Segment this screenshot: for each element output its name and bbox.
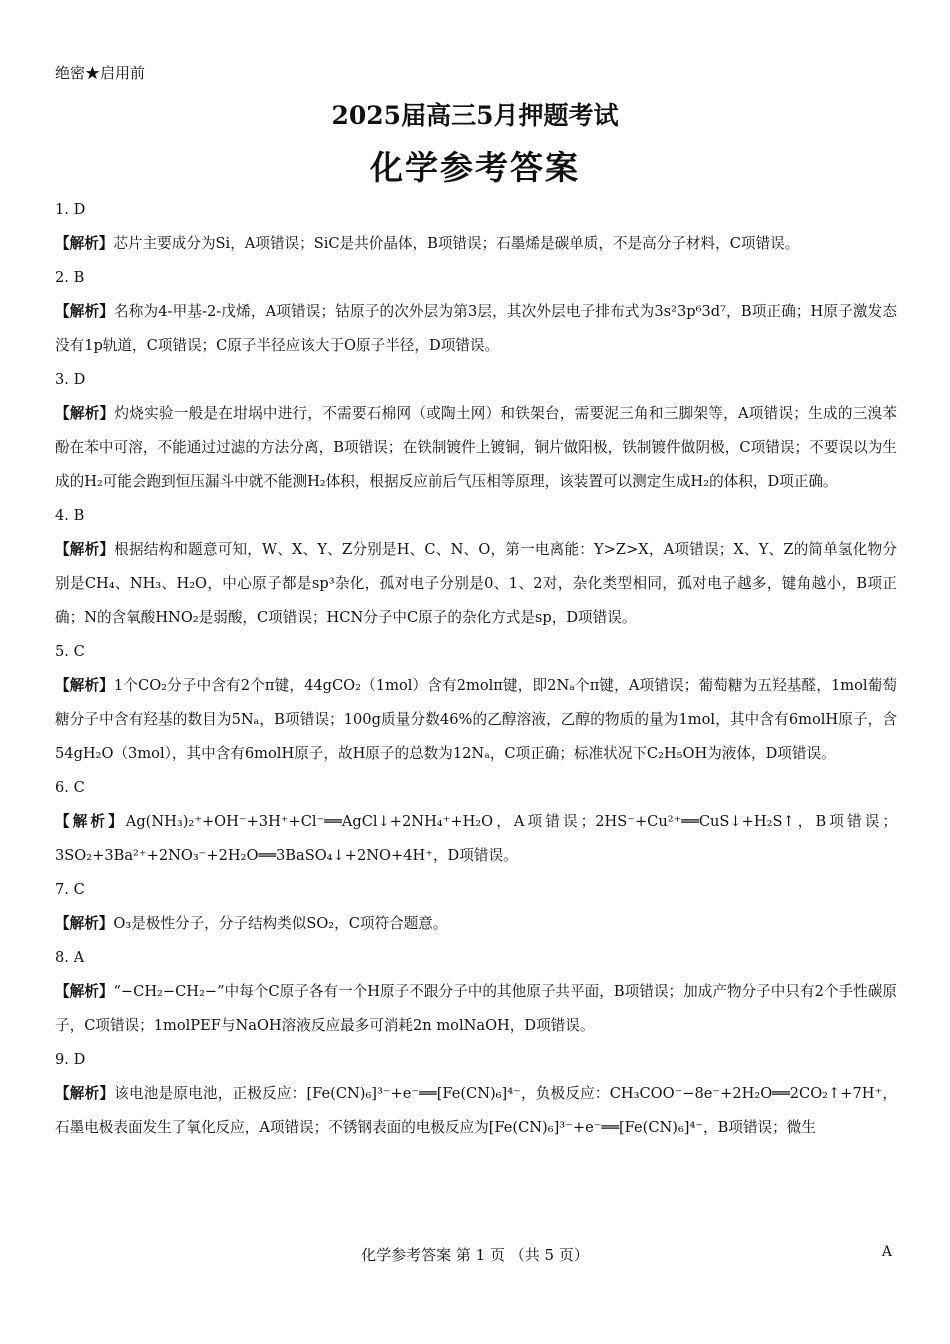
question-6	[55, 771, 897, 873]
answer-line: 9. D	[55, 1051, 86, 1068]
explanation-text: “−CH₂−CH₂−”中每个C原子各有一个H原子不跟分子中的其他原子共平面，B项错误；加成产物分子中只有2个手性碳原子，C项错误；1molPEF与NaOH溶液反应最多可消耗2n molNaOH，D项错误。	[55, 983, 897, 1034]
question-1	[55, 193, 897, 261]
analysis-label: 【解析】	[55, 1085, 115, 1102]
explanation	[55, 1077, 897, 1145]
analysis-label: 【解析】	[55, 813, 126, 830]
answer-line: 1. D	[55, 201, 86, 218]
page-title: 化学参考答案	[370, 148, 580, 187]
explanation-text: Ag(NH₃)₂⁺+OH⁻+3H⁺+Cl⁻══AgCl↓+2NH₄⁺+H₂O，A项错误；2HS⁻+Cu²⁺══CuS↓+H₂S↑，B项错误；3SO₂+3Ba²⁺+2NO₃⁻+2H₂O══3BaSO₄↓+2NO+4H⁺，D项错误。	[55, 813, 897, 864]
analysis-label: 【解析】	[55, 983, 114, 1000]
page-footer: 化学参考答案 第 1 页 （共 5 页）	[361, 1246, 589, 1264]
answer-line: 7. C	[55, 881, 85, 898]
answer-line: 6. C	[55, 779, 85, 796]
secret-label: 绝密★启用前	[55, 64, 146, 82]
answer-line: 8. A	[55, 949, 85, 966]
analysis-label: 【解析】	[55, 677, 114, 694]
question-7	[55, 873, 897, 941]
question-3	[55, 363, 897, 499]
explanation-text: 该电池是原电池，正极反应：[Fe(CN)₆]³⁻+e⁻══[Fe(CN)₆]⁴⁻，负极反应：CH₃COO⁻−8e⁻+2H₂O══2CO₂↑+7H⁺，石墨电极表面发生了氧化反应，A项错误；不锈钢表面的电极反应为[Fe(CN)₆]³⁻+e⁻══[Fe(CN)₆]⁴⁻，B项错误；微生	[55, 1085, 897, 1136]
explanation	[55, 907, 897, 941]
version-mark: A	[881, 1244, 892, 1260]
explanation-text: 根据结构和题意可知，W、X、Y、Z分别是H、C、N、O，第一电离能：Y>Z>X，A项错误；X、Y、Z的简单氢化物分别是CH₄、NH₃、H₂O，中心原子都是sp³杂化，孤对电子分别是0、1、2对，杂化类型相同，孤对电子越多，键角越小，B项正确；N的含氧酸HNO₂是弱酸，C项错误；HCN分子中C原子的杂化方式是sp，D项错误。	[55, 541, 897, 626]
question-5	[55, 635, 897, 771]
exam-title: 2025届高三5月押题考试	[331, 101, 619, 130]
explanation	[55, 295, 897, 363]
analysis-label: 【解析】	[55, 405, 115, 422]
analysis-label: 【解析】	[55, 235, 114, 252]
explanation-text: 名称为4-甲基-2-戊烯，A项错误；钴原子的次外层为第3层，其次外层电子排布式为3s²3p⁶3d⁷，B项正确；H原子激发态没有1p轨道，C项错误；C原子半径应该大于O原子半径，D项错误。	[55, 303, 897, 354]
question-4	[55, 499, 897, 635]
explanation	[55, 669, 897, 771]
explanation-text: O₃是极性分子，分子结构类似SO₂，C项符合题意。	[113, 915, 448, 932]
explanation	[55, 227, 897, 261]
explanation	[55, 533, 897, 635]
analysis-label: 【解析】	[55, 915, 114, 932]
explanation	[55, 397, 897, 499]
question-2	[55, 261, 897, 363]
explanation	[55, 975, 897, 1043]
answers-body	[55, 193, 897, 1145]
answer-line: 2. B	[55, 269, 85, 286]
answer-line: 4. B	[55, 507, 85, 524]
explanation-text: 芯片主要成分为Si，A项错误；SiC是共价晶体，B项错误；石墨烯是碳单质，不是高分子材料，C项错误。	[113, 235, 800, 252]
question-9	[55, 1043, 897, 1145]
question-8	[55, 941, 897, 1043]
explanation	[55, 805, 897, 873]
explanation-text: 灼烧实验一般是在坩埚中进行，不需要石棉网（或陶土网）和铁架台，需要泥三角和三脚架等，A项错误；生成的三溴苯酚在苯中可溶，不能通过过滤的方法分离，B项错误；在铁制镀件上镀铜，铜片做阳极，铁制镀件做阴极，C项错误；不要误以为生成的H₂可能会跑到恒压漏斗中就不能测H₂体积，根据反应前后气压相等原理，该装置可以测定生成H₂的体积，D项正确。	[55, 405, 897, 490]
answer-line: 3. D	[55, 371, 86, 388]
answer-line: 5. C	[55, 643, 85, 660]
explanation-text: 1个CO₂分子中含有2个π键，44gCO₂（1mol）含有2molπ键，即2Nₐ个π键，A项错误；葡萄糖为五羟基醛，1mol葡萄糖分子中含有羟基的数目为5Nₐ，B项错误；100g质量分数46%的乙醇溶液，乙醇的物质的量为1mol，其中含有6molH原子，含54gH₂O（3mol），其中含有6molH原子，故H原子的总数为12Nₐ，C项正确；标准状况下C₂H₅OH为液体，D项错误。	[55, 677, 897, 762]
analysis-label: 【解析】	[55, 541, 115, 558]
analysis-label: 【解析】	[55, 303, 114, 320]
